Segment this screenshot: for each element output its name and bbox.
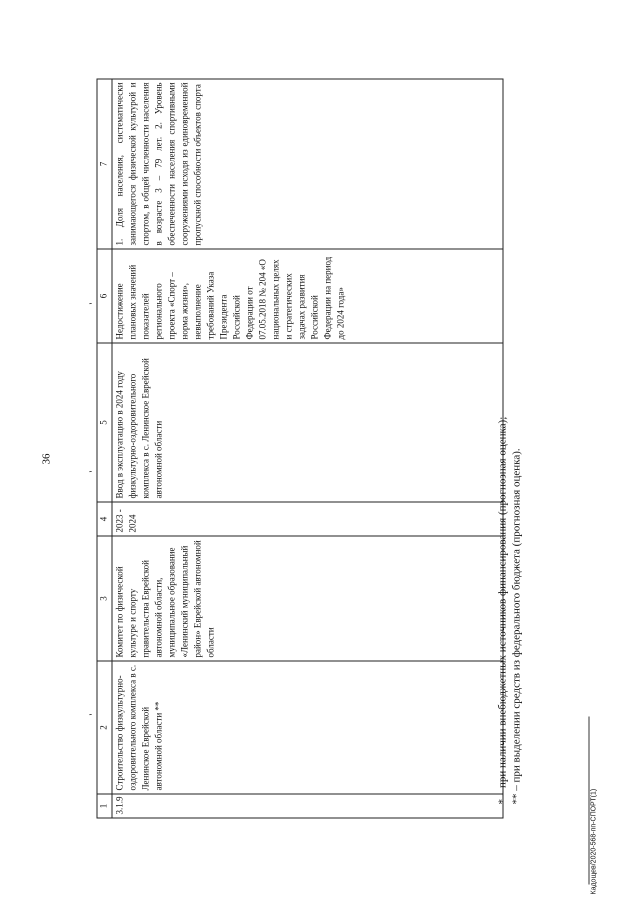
footnote-separator xyxy=(588,717,589,885)
column-header-6: 6 xyxy=(97,249,112,343)
non-implementation-consequences: Недостижение плановых значений показателей регионального проекта «Спорт – норма жизни», невыполнение требований Указа Президента Российской Федерации от 07.05.2018 № 204 «О национальных целях и стратегических задачах развития Российской Федерации на период до 2024 года» xyxy=(112,249,503,343)
column-header-4: 4 xyxy=(97,502,112,536)
header-row xyxy=(97,79,112,818)
responsible-executor: Комитет по физической культуре и спорту правительства Еврейской автономной области, муниципальное образование «Ленинский муниципальный район» Еврейской автономной области xyxy=(112,536,503,661)
measures-table xyxy=(96,79,503,819)
related-indicators: 1. Доля населения, систематически занимающегося физической культурой и спортом, в общей численности населения в возрасте 3 – 79 лет. 2. Уровень обеспеченности населения спортивными сооружениями исходя из единовременной пропускной способности объектов спорта xyxy=(112,79,503,249)
document-code: Кадощев/2020-568-пп-СПОРТ(1) xyxy=(590,788,597,895)
scan-mark: ' xyxy=(88,713,99,716)
column-header-5: 5 xyxy=(97,343,112,502)
page-number: 36 xyxy=(40,453,52,465)
table-row xyxy=(112,79,503,818)
column-header-2: 2 xyxy=(97,661,112,794)
column-header-7: 7 xyxy=(97,79,112,249)
footnotes xyxy=(495,417,523,805)
scan-mark: ' xyxy=(88,470,99,473)
footnote-1: * – при наличии внебюджетных источников финансирования (прогнозная оценка); xyxy=(496,416,508,805)
measure-name: Строительство физкультурно-оздоровительного комплекса в с. Ленинское Еврейской автономной области ** xyxy=(112,661,503,794)
implementation-period: 2023 - 2024 xyxy=(112,502,503,536)
column-header-3: 3 xyxy=(97,536,112,661)
column-header-1: 1 xyxy=(97,794,112,818)
row-number: 3.1.9 xyxy=(112,794,503,818)
footnote-2: ** – при выделении средств из федерального бюджета (прогнозная оценка). xyxy=(510,448,522,805)
expected-result: Ввод в эксплуатацию в 2024 году физкультурно-оздоровительного комплекса в с. Ленинское Еврейской автономной области xyxy=(112,343,503,502)
scan-mark: ' xyxy=(88,302,99,305)
